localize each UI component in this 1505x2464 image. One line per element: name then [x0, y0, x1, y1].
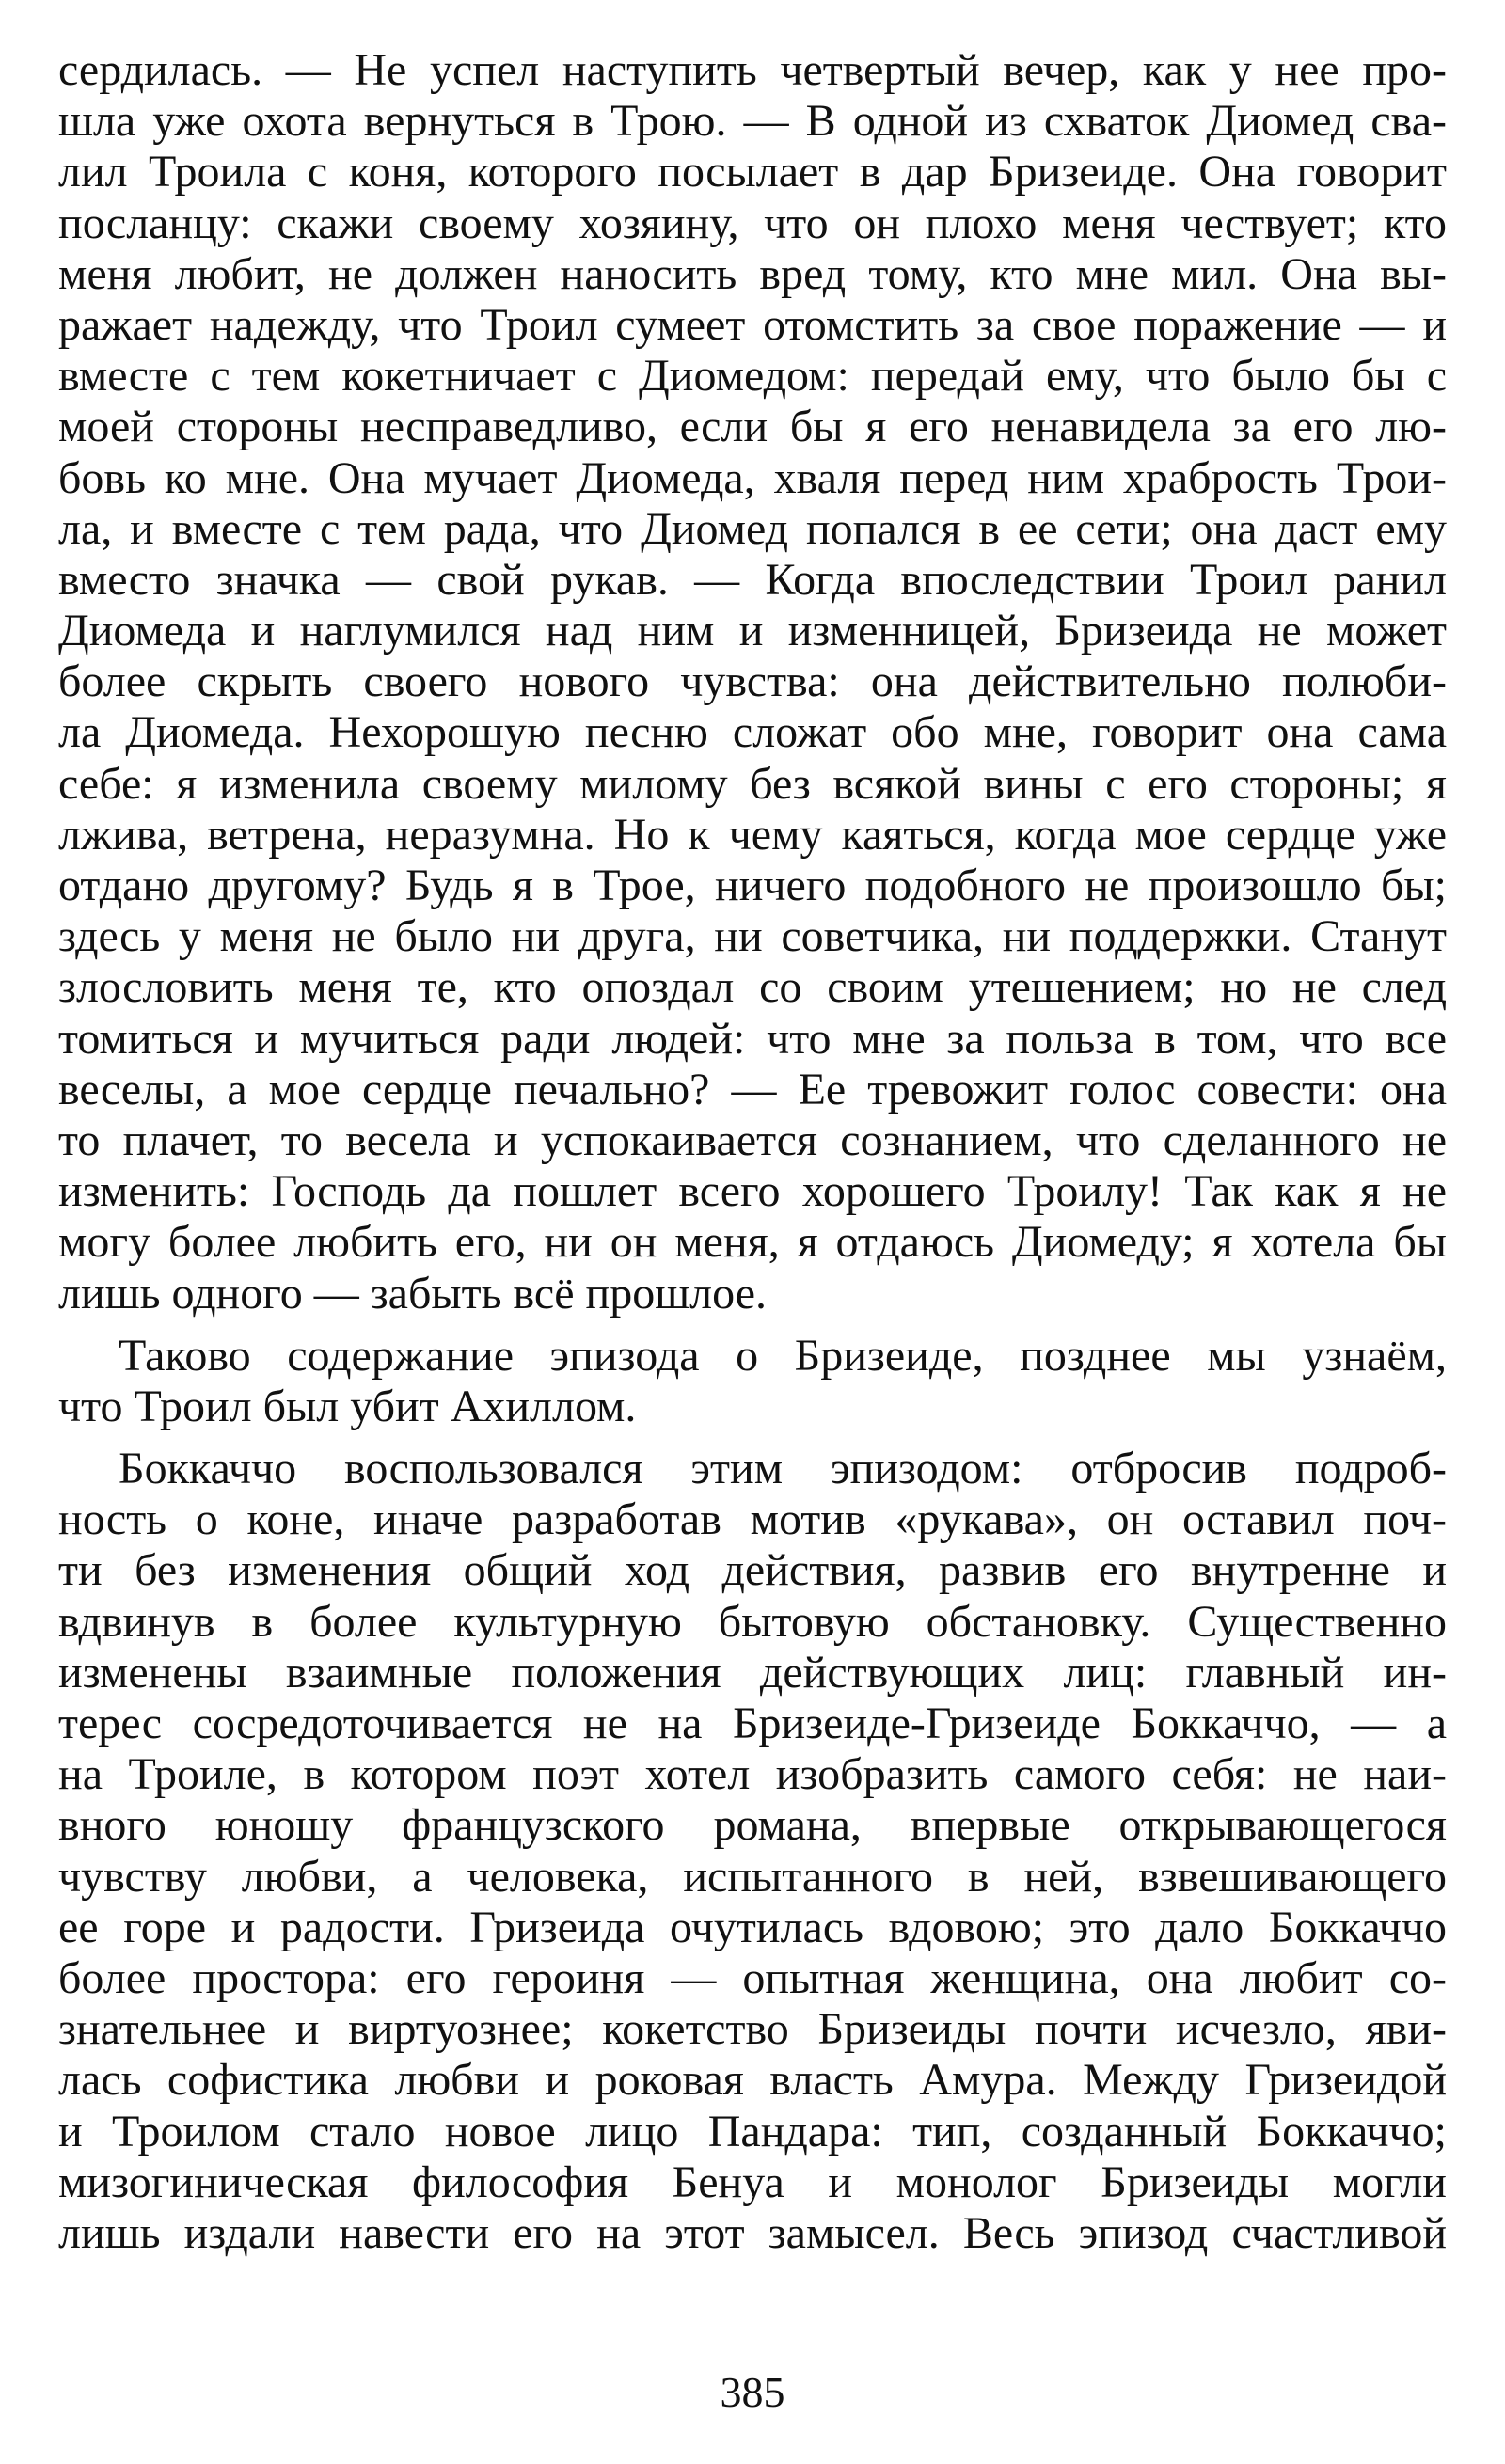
text-line: на Троиле, в котором поэт хотел изобразить самого себя: не наи- [58, 1749, 1447, 1800]
text-line: сердилась. — Не успел наступить четвертый вечер, как у нее про- [58, 45, 1447, 95]
text-line: ражает надежду, что Троил сумеет отомстить за свое поражение — и [58, 299, 1447, 350]
text-line: Диомеда и наглумился над ним и изменницей, Бризеида не может [58, 606, 1447, 656]
text-line: ла, и вместе с тем рада, что Диомед попался в ее сети; она даст ему [58, 503, 1447, 554]
text-line: бовь ко мне. Она мучает Диомеда, хваля перед ним храбрость Трои- [58, 452, 1447, 503]
text-line: лжива, ветрена, неразумна. Но к чему каяться, когда мое сердце уже [58, 809, 1447, 860]
text-line: вдвинув в более культурную бытовую обстановку. Существенно [58, 1596, 1447, 1647]
text-line: изменить: Господь да пошлет всего хорошего Троилу! Так как я не [58, 1166, 1447, 1217]
text-line: томиться и мучиться ради людей: что мне за польза в том, что все [58, 1013, 1447, 1064]
text-line: отдано другому? Будь я в Трое, ничего подобного не произошло бы; [58, 861, 1447, 910]
text-line: лишь издали навести его на этот замысел. Весь эпизод счастливой [58, 2207, 1447, 2258]
text-line: злословить меня те, кто опоздал со своим утешением; но не след [58, 962, 1447, 1013]
text-line: здесь у меня не было ни друга, ни советчика, ни поддержки. Станут [58, 911, 1447, 962]
text-line: вного юношу французского романа, впервые открывающегося [58, 1800, 1447, 1851]
text-line: ее горе и радости. Гризеида очутилась вдовою; это дало Боккаччо [58, 1902, 1447, 1952]
text-line: веселы, а мое сердце печально? — Ее тревожит голос совести: она [58, 1064, 1447, 1114]
text-line: шла уже охота вернуться в Трою. — В одной из схваток Диомед сва- [58, 96, 1447, 147]
text-line: то плачет, то весела и успокаивается сознанием, что сделанного не [58, 1114, 1447, 1165]
text-line: чувству любви, а человека, испытанного в ней, взвешивающего [58, 1851, 1447, 1902]
text-line: изменены взаимные положения действующих лиц: главный ин- [58, 1647, 1447, 1698]
text-line: вместе с тем кокетничает с Диомедом: передай ему, что было бы с [58, 351, 1447, 402]
paragraph-spacer [58, 1319, 1447, 1331]
text-line: себе: я изменила своему милому без всякой вины с его стороны; я [58, 758, 1447, 809]
text-line: лась софистика любви и роковая власть Амура. Между Гризеидой [58, 2055, 1447, 2106]
body-text [58, 45, 1447, 2259]
text-line: Таково содержание эпизода о Бризеиде, позднее мы узнаём, [119, 1330, 1447, 1381]
text-line: что Троил был убит Ахиллом. [58, 1381, 637, 1431]
text-line: моей стороны несправедливо, если бы я его ненавидела за его лю- [58, 402, 1447, 452]
text-line: лил Троила с коня, которого посылает в дар Бризеиде. Она говорит [58, 147, 1447, 197]
text-line: вместо значка — свой рукав. — Когда впоследствии Троил ранил [58, 554, 1447, 605]
text-line: ла Диомеда. Нехорошую песню сложат обо мне, говорит она сама [58, 707, 1447, 758]
text-line: ность о коне, иначе разработав мотив «рукава», он оставил поч- [58, 1494, 1447, 1545]
text-line: более скрыть своего нового чувства: она действительно полюби- [58, 656, 1447, 707]
text-line: мизогиническая философия Бенуа и монолог Бризеиды могли [58, 2156, 1447, 2207]
text-line: посланцу: скажи своему хозяину, что он плохо меня чествует; кто [58, 197, 1447, 248]
page-number: 385 [720, 2368, 785, 2416]
text-line: терес сосредоточивается не на Бризеиде-Гризеиде Боккаччо, — а [58, 1698, 1447, 1748]
text-line: Боккаччо воспользовался этим эпизодом: отбросив подроб- [119, 1444, 1447, 1494]
text-line: меня любит, не должен наносить вред тому, кто мне мил. Она вы- [58, 248, 1447, 299]
text-line: более простора: его героиня — опытная женщина, она любит со- [58, 1952, 1447, 2003]
paragraph [58, 1444, 1447, 2259]
text-line: ти без изменения общий ход действия, развив его внутренне и [58, 1545, 1447, 1596]
text-line: могу более любить его, ни он меня, я отдаюсь Диомеду; я хотела бы [58, 1217, 1447, 1268]
text-line: знательнее и виртуознее; кокетство Бризеиды почти исчезло, яви- [58, 2004, 1447, 2055]
text-line: и Троилом стало новое лицо Пандара: тип, созданный Боккаччо; [58, 2106, 1447, 2156]
paragraph [58, 45, 1447, 1319]
paragraph-spacer [58, 1432, 1447, 1444]
paragraph [58, 1331, 1447, 1432]
text-line: лишь одного — забыть всё прошлое. [58, 1268, 767, 1319]
